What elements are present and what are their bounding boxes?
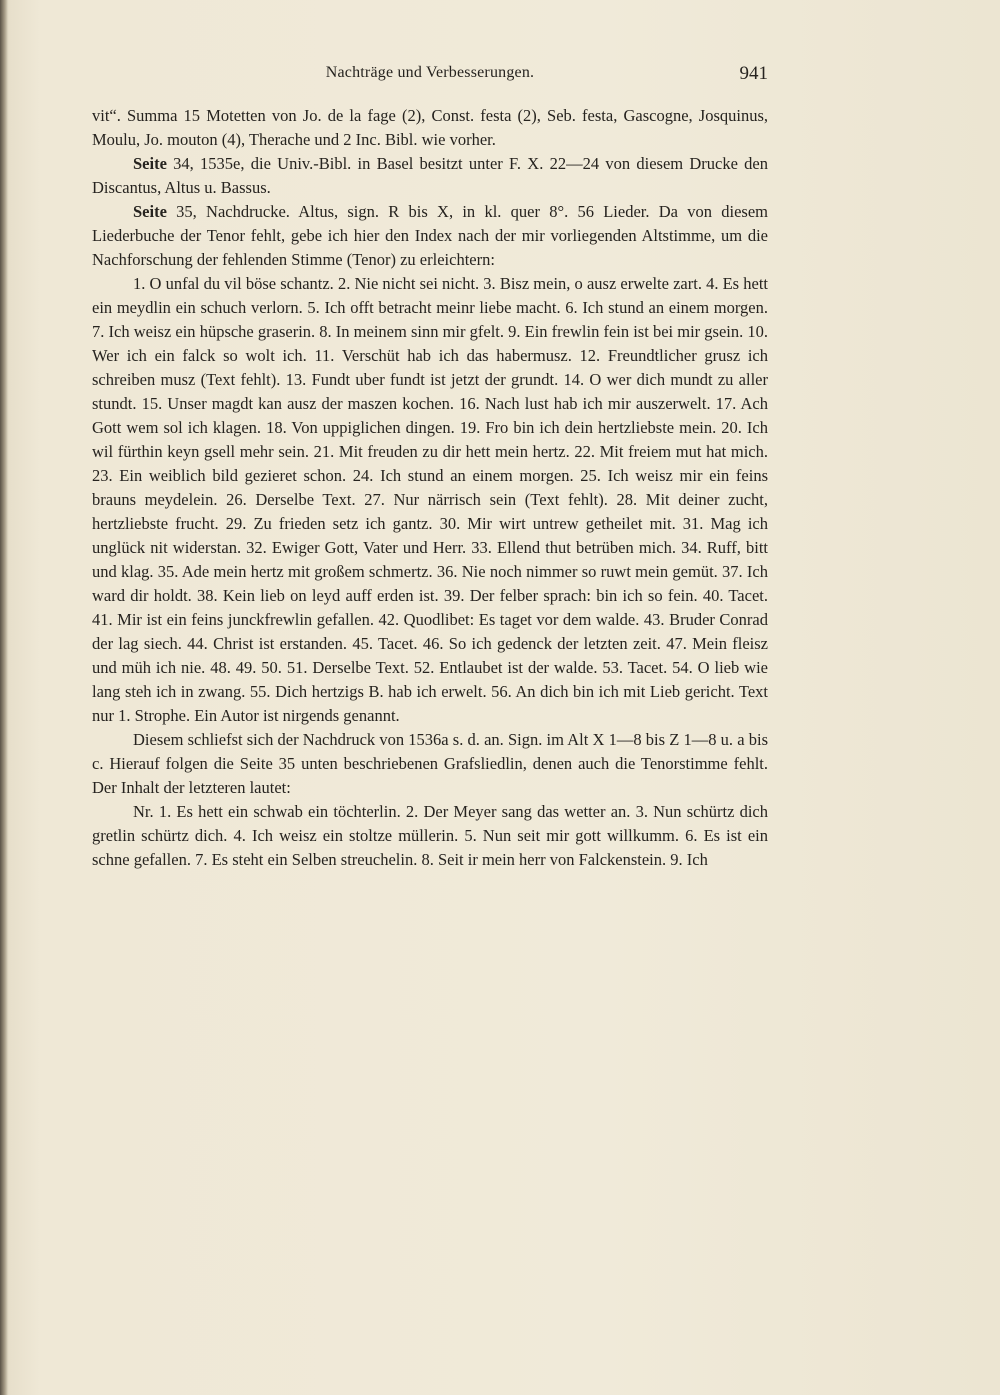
paragraph-seite-35 — [92, 200, 768, 272]
body-text — [92, 104, 768, 872]
paragraph-grafsliedlin-index — [92, 800, 768, 872]
paragraph-seite-34 — [92, 152, 768, 200]
paragraph-lead: Seite — [133, 154, 167, 173]
paragraph-text: 35, Nachdrucke. Altus, sign. R bis X, in kl. quer 8°. 56 Lieder. Da von diesem Liederbuche der Tenor fehlt, gebe ich hier den Index nach der mir vorliegenden Altstimme, um die Nachforschung der fehlenden Stimme (Tenor) zu erleichtern: — [92, 202, 769, 269]
paragraph-lead: Seite — [133, 202, 167, 221]
paragraph-text: 34, 1535e, die Univ.-Bibl. in Basel besitzt unter F. X. 22—24 von diesem Drucke den Discantus, Altus u. Bassus. — [92, 154, 768, 197]
paragraph-lieder-index — [92, 272, 768, 728]
paragraph-nachdruck-1536a — [92, 728, 768, 800]
paragraph-text: vit“. Summa 15 Motetten von Jo. de la fage (2), Const. festa (2), Seb. festa, Gascogne, Josquinus, Moulu, Jo. mouton (4), Therache und 2 Inc. Bibl. wie vorher. — [92, 106, 768, 149]
binding-edge — [0, 0, 8, 1395]
page-number: 941 — [739, 63, 768, 84]
page-header — [92, 64, 768, 90]
paragraph-text: Diesem schliefst sich der Nachdruck von 1536a s. d. an. Sign. im Alt X 1—8 bis Z 1—8 u. a bis c. Hierauf folgen die Seite 35 unten beschriebenen Grafsliedlin, denen auch die Tenorstimme fehlt. Der Inhalt der letzteren lautet: — [92, 730, 768, 797]
paragraph-motetten-summary — [92, 104, 768, 152]
paragraph-text: 1. O unfal du vil böse schantz. 2. Nie nicht sei nicht. 3. Bisz mein, o ausz erwelte zart. 4. Es hett ein meydlin ein schuch verlorn. 5. Ich offt betracht meinr liebe macht. 6. Ich stund an einem morgen. 7. Ich weisz ein hüpsche graserin. 8. In meinem sinn mir gfelt. 9. Ein frewlin fein ist bei mir gsein. 10. Wer ich ein falck so wolt ich. 11. Verschüt hab ich das habermusz. 12. Freundtlicher grusz ich schreiben musz (Text fehlt). 13. Fundt uber fundt ist jetzt der grundt. 14. O wer dich mundt zu aller stundt. 15. Unser magdt kan ausz der maszen kochen. 16. Nach lust hab ich mir auszerwelt. 17. Ach Gott wem sol ich klagen. 18. Von uppiglichen dingen. 19. Fro bin ich dein hertzliebste mein. 20. Ich wil fürthin keyn gsell mehr sein. 21. Mit freuden zu dir hett mein hertz. 22. Mit freiem mut hat mich. 23. Ein weiblich bild gezieret schon. 24. Ich stund an einem morgen. 25. Ich weisz mir ein feins brauns meydelein. 26. Derselbe Text. 27. Nur närrisch sein (Text fehlt). 28. Mit deiner zucht, hertzliebste frucht. 29. Zu frieden setz ich gantz. 30. Mir wirt untrew getheilet mit. 31. Mag ich unglück nit widerstan. 32. Ewiger Gott, Vater und Herr. 33. Ellend thut betrüben mich. 34. Ruff, bitt und klag. 35. Ade mein hertz mit großem schmertz. 36. Nie noch nimmer so ruwt mein gemüt. 37. Ich ward dir holdt. 38. Kein lieb on leyd auff erden ist. 39. Der felber sprach: bin ich so fein. 40. Tacet. 41. Mir ist ein feins junckfrewlin gefallen. 42. Quodlibet: Es taget vor dem walde. 43. Bruder Conrad der lag siech. 44. Christ ist erstanden. 45. Tacet. 46. So ich gedenck der letzten zeit. 47. Mein fleisz und müh ich nie. 48. 49. 50. 51. Derselbe Text. 52. Entlaubet ist der walde. 53. Tacet. 54. O lieb wie lang steh ich in zwang. 55. Dich hertzigs B. hab ich erwelt. 56. An dich bin ich mit Lieb gericht. Text nur 1. Strophe. Ein Autor ist nirgends genannt. — [92, 274, 768, 725]
paragraph-text: Nr. 1. Es hett ein schwab ein töchterlin. 2. Der Meyer sang das wetter an. 3. Nun schürtz dich gretlin schürtz dich. 4. Ich weisz ein stoltze müllerin. 5. Nun seit mir gott willkumm. 6. Es ist ein schne gefallen. 7. Es steht ein Selben streuchelin. 8. Seit ir mein herr von Falckenstein. 9. Ich — [92, 802, 768, 869]
running-title: Nachträge und Verbesserungen. — [325, 64, 535, 81]
